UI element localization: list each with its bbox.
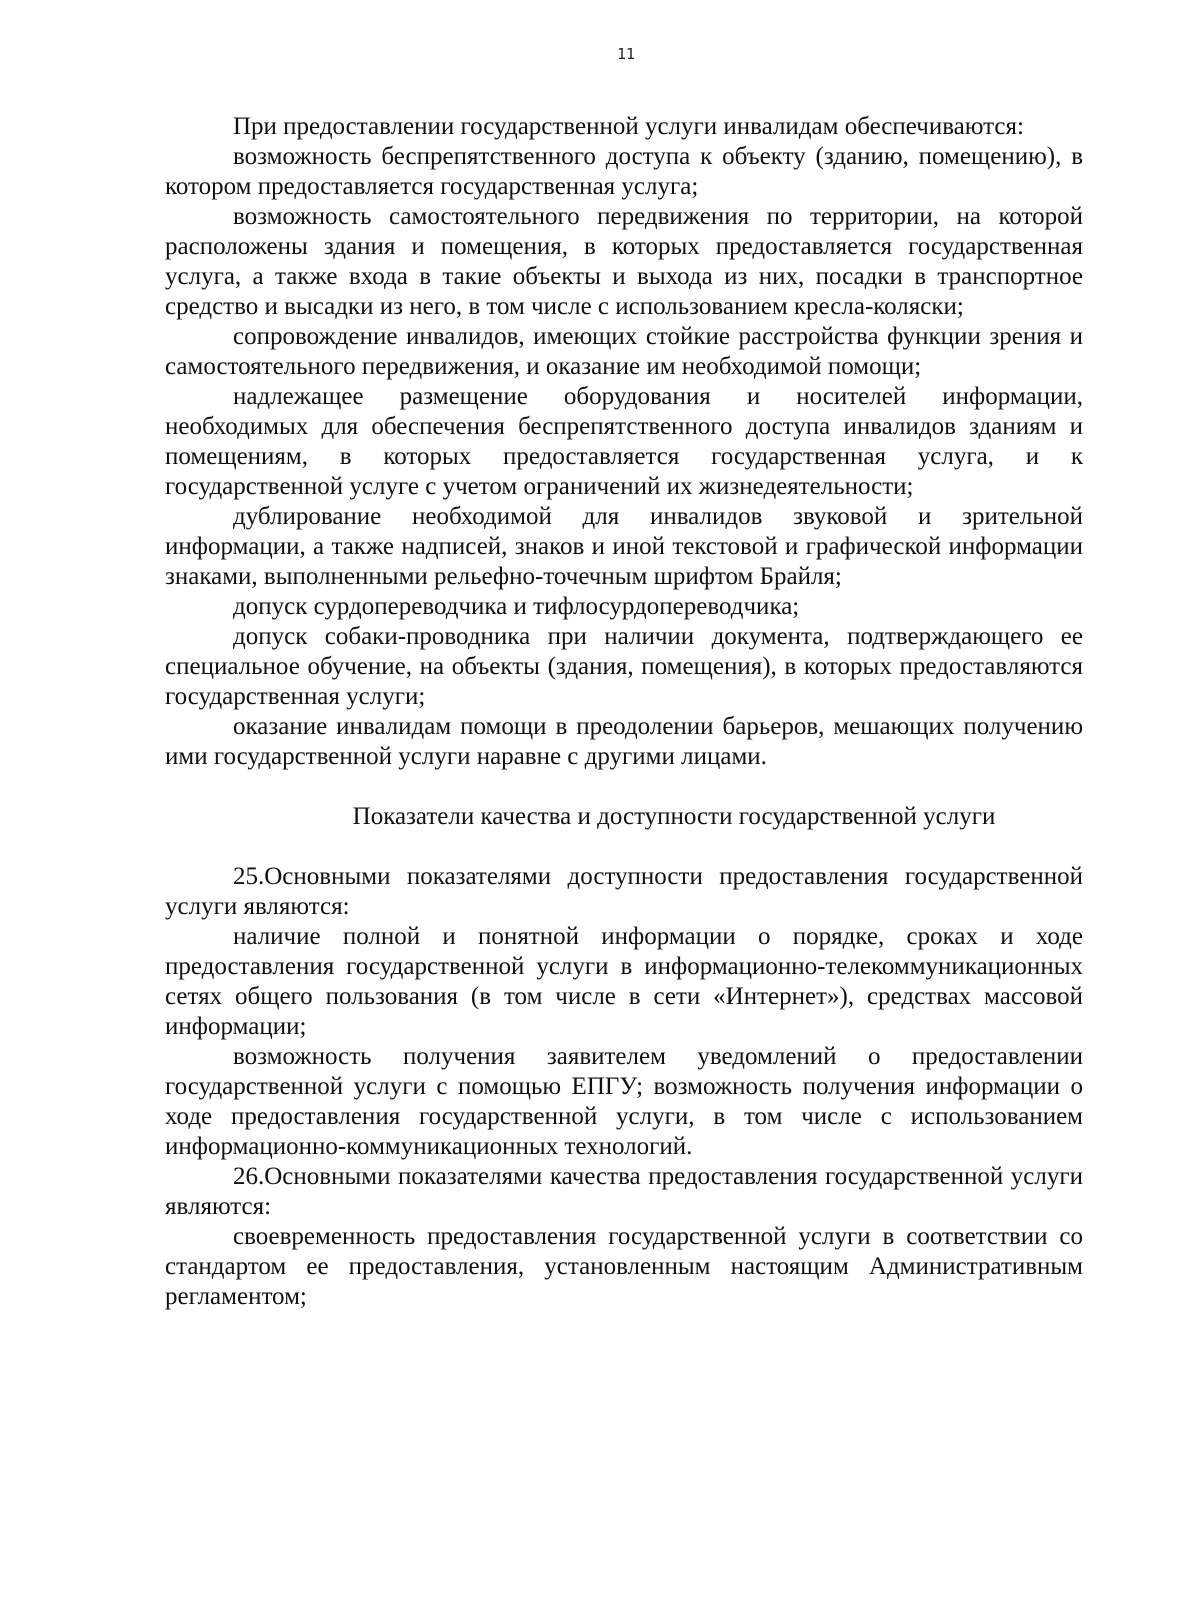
spacer xyxy=(165,832,1083,862)
paragraph-interpreter: допуск сурдопереводчика и тифлосурдопереводчика; xyxy=(233,593,800,620)
paragraph-access-object: возможность беспрепятственного доступа к объекту (зданию, помещению), в котором предоставляется государственная услуга; xyxy=(165,143,1083,200)
page-number: 11 xyxy=(616,45,636,63)
paragraph-escort: сопровождение инвалидов, имеющих стойкие расстройства функции зрения и самостоятельного передвижения, и оказание им необходимой помощи; xyxy=(165,323,1083,380)
paragraph-timeliness: своевременность предоставления государственной услуги в соответствии со стандартом ее предоставления, установленным настоящим Административным регламентом; xyxy=(165,1223,1083,1310)
paragraph-item-26: 26.Основными показателями качества предоставления государственной услуги являются: xyxy=(165,1163,1083,1220)
section-heading: Показатели качества и доступности государственной услуги xyxy=(352,803,996,830)
paragraph-braille: дублирование необходимой для инвалидов звуковой и зрительной информации, а также надписей, знаков и иной текстовой и графической информации знаками, выполненными рельефно-точечным шрифтом Брайля; xyxy=(165,503,1083,590)
paragraph-movement: возможность самостоятельного передвижения по территории, на которой расположены здания и помещения, в которых предоставляется государственная услуга, а также входа в такие объекты и выхода из них, посадки в транспортное средство и высадки из него, в том числе с использованием кресла-коляски; xyxy=(165,203,1083,320)
paragraph-guide-dog: допуск собаки-проводника при наличии документа, подтверждающего ее специальное обучение, на объекты (здания, помещения), в которых предоставляются государственная услуги; xyxy=(165,623,1083,710)
paragraph-item-25: 25.Основными показателями доступности предоставления государственной услуги являются: xyxy=(165,863,1083,920)
spacer xyxy=(165,772,1083,802)
paragraph-equipment: надлежащее размещение оборудования и носителей информации, необходимых для обеспечения беспрепятственного доступа инвалидов зданиям и помещениям, в которых предоставляется государственная услуга, и к государственной услуге с учетом ограничений их жизнедеятельности; xyxy=(165,383,1083,500)
paragraph-notifications: возможность получения заявителем уведомлений о предоставлении государственной услуги с помощью ЕПГУ; возможность получения информации о ходе предоставления государственной услуги, в том числе с использованием информационно-коммуникационных технологий. xyxy=(165,1043,1083,1160)
paragraph-barriers: оказание инвалидам помощи в преодолении барьеров, мешающих получению ими государственной услуги наравне с другими лицами. xyxy=(165,713,1083,770)
document-body xyxy=(165,112,1083,1312)
paragraph-intro: При предоставлении государственной услуги инвалидам обеспечиваются: xyxy=(233,113,1024,140)
paragraph-full-info: наличие полной и понятной информации о порядке, сроках и ходе предоставления государственной услуги в информационно-телекоммуникационных сетях общего пользования (в том числе в сети «Интернет»), средствах массовой информации; xyxy=(165,923,1083,1040)
